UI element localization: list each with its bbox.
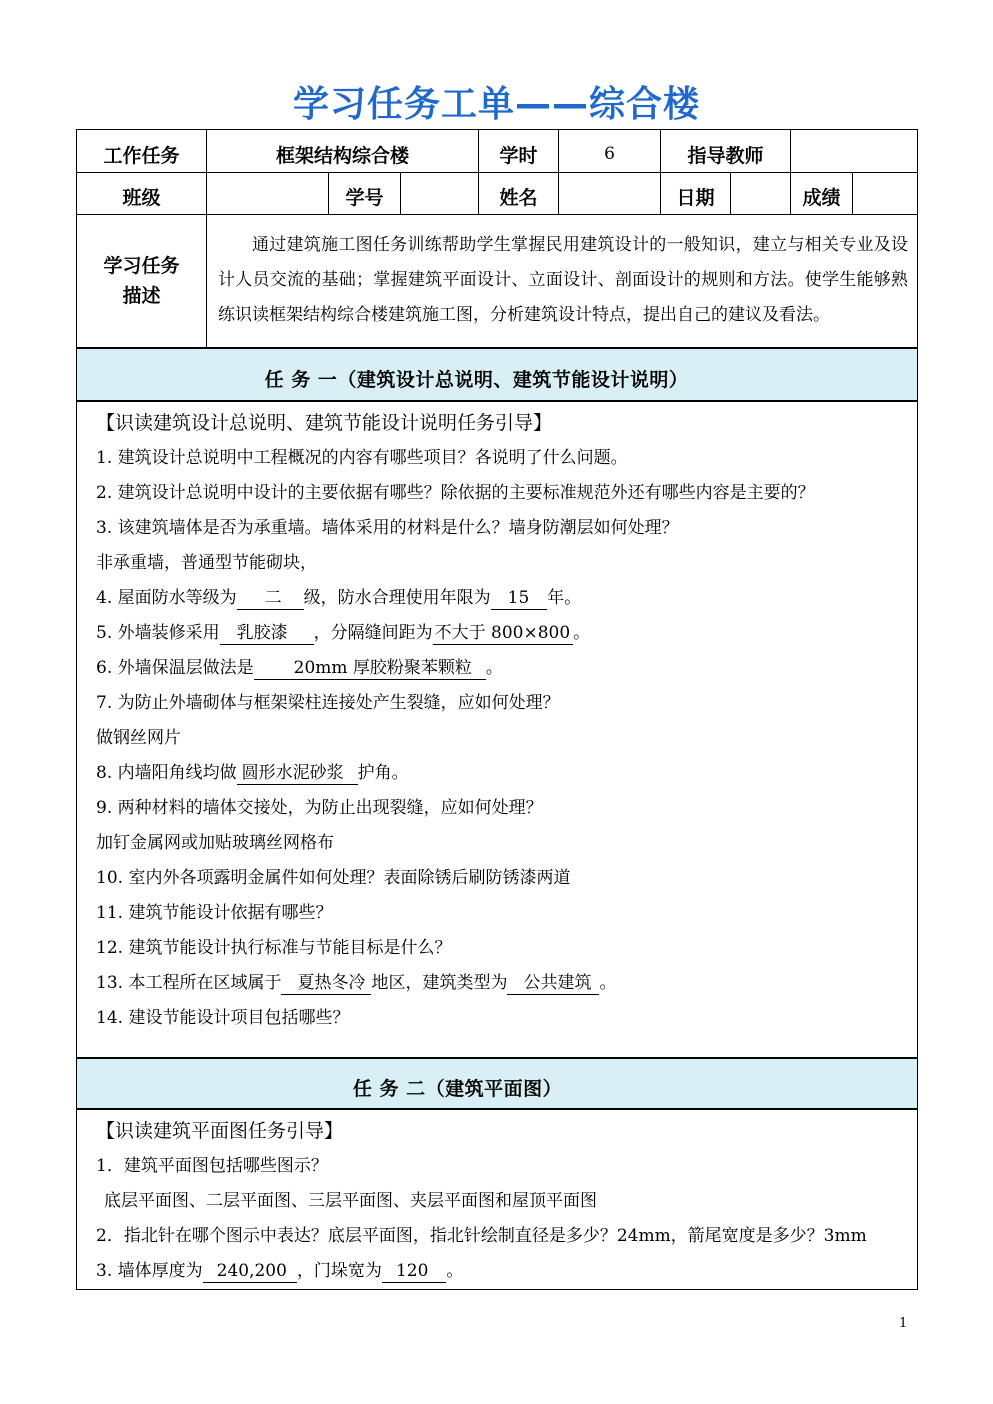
task1-q13 [96,966,907,1001]
task1-a3: 非承重墙，普通型节能砌块， [96,552,317,573]
task1-q4 [96,581,907,616]
grade-label: 成绩 [791,173,853,215]
grade-value-cell [853,173,918,215]
task2-q3-post: 。 [446,1260,464,1281]
class-label: 班级 [77,173,207,215]
student-id-value-cell [401,173,479,215]
task1-q5-blank-1: 乳胶漆 [220,623,314,645]
task2-content [77,1109,918,1290]
worksheet-table [76,129,918,1290]
task1-q5-pre: 5. 外墙装修采用 [96,622,220,643]
task2-q3-mid: ，门垛宽为 [296,1260,382,1281]
task1-q6-pre: 6. 外墙保温层做法是 [96,657,254,678]
hours-value: 6 [559,130,661,173]
student-id-label: 学号 [329,173,401,215]
task1-q3: 3. 该建筑墙体是否为承重墙。墙体采用的材料是什么？墙身防潮层如何处理？ [96,517,679,538]
task1-content-row [77,401,918,1058]
task1-q5 [96,616,907,651]
task1-q8-post: 护角。 [357,762,409,783]
task1-q6-post: 。 [485,657,503,678]
task1-a9: 加钉金属网或加贴玻璃丝网格布 [96,832,334,853]
class-value-cell [207,173,329,215]
task2-guide: 【识读建筑平面图任务引导】 [96,1119,344,1142]
description-label-line-1: 学习任务 [103,254,180,277]
task1-q1: 1. 建筑设计总说明中工程概况的内容有哪些项目？各说明了什么问题。 [96,447,628,468]
task1-q5-mid: ，分隔缝间距为 [313,622,433,643]
task1-q13-pre: 13. 本工程所在区域属于 [96,972,282,993]
task1-q6-blank-1: 20mm 厚胶粉聚苯颗粒 [254,658,486,680]
task1-q4-pre: 4. 屋面防水等级为 [96,587,237,608]
teacher-value-cell [791,130,918,173]
task1-q4-post: 年。 [547,587,582,608]
task1-q13-mid: 地区，建筑类型为 [371,972,508,993]
description-label-line-2: 描述 [122,284,161,307]
info-row-1 [77,130,918,173]
task1-q9: 9. 两种材料的墙体交接处，为防止出现裂缝，应如何处理？ [96,797,543,818]
name-label: 姓名 [479,173,559,215]
hours-label: 学时 [479,130,559,173]
task1-q8-blank-1: 圆形水泥砂浆 [237,763,358,785]
task2-q2: 2．指北针在哪个图示中表达？底层平面图，指北针绘制直径是多少？24mm，箭尾宽度是多少？3mm [96,1225,867,1246]
task1-q11: 11. 建筑节能设计依据有哪些？ [96,902,333,923]
task1-heading-row [77,348,918,401]
task1-q4-blank-1: 二 [237,588,304,610]
task1-heading: 任 务 一（建筑设计总说明、建筑节能设计说明） [77,348,918,401]
task1-a7: 做钢丝网片 [96,727,181,748]
task1-q2: 2. 建筑设计总说明中设计的主要依据有哪些？除依据的主要标准规范外还有哪些内容是主要的？ [96,482,815,503]
description-text: 通过建筑施工图任务训练帮助学生掌握民用建筑设计的一般知识，建立与相关专业及设计人员交流的基础；掌握建筑平面设计、立面设计、剖面设计的规则和方法。使学生能够熟练识读框架结构综合楼建筑施工图，分析建筑设计特点，提出自己的建议及看法。 [218,235,909,326]
document-title: 学习任务工单——综合楼 [292,84,700,125]
task1-q14: 14. 建设节能设计项目包括哪些？ [96,1007,350,1028]
teacher-label: 指导教师 [661,130,791,173]
task1-q13-blank-2: 公共建筑 [507,973,599,995]
task1-q7: 7. 为防止外墙砌体与框架梁柱连接处产生裂缝，应如何处理？ [96,692,560,713]
work-task-label: 工作任务 [77,130,207,173]
task2-q1: 1．建筑平面图包括哪些图示？ [96,1155,328,1176]
task2-a1: 底层平面图、二层平面图、三层平面图、夹层平面图和屋顶平面图 [104,1190,597,1211]
task2-heading: 任 务 二（建筑平面图） [77,1058,918,1109]
page-number: 1 [899,1316,908,1331]
task1-q5-blank-2: 不大于 800×800 [433,623,574,645]
description-row [77,215,918,348]
task2-q3 [96,1254,907,1289]
task1-q4-mid: 级，防水合理使用年限为 [303,587,491,608]
task1-q4-blank-2: 15 [491,588,548,610]
task1-q13-blank-1: 夏热冬冷 [281,973,371,995]
date-label: 日期 [661,173,731,215]
task1-q8-pre: 8. 内墙阳角线均做 [96,762,237,783]
info-row-2 [77,173,918,215]
task1-q5-post: 。 [573,622,591,643]
task1-q13-post: 。 [599,972,617,993]
task1-content [77,401,918,1058]
task1-q6 [96,651,907,686]
date-value-cell [731,173,791,215]
task2-q3-blank-2: 120 [382,1261,446,1283]
task1-guide: 【识读建筑设计总说明、建筑节能设计说明任务引导】 [96,411,553,434]
task2-q3-blank-1: 240,200 [203,1261,297,1283]
task2-heading-row [77,1058,918,1109]
task1-q12: 12. 建筑节能设计执行标准与节能目标是什么？ [96,937,452,958]
description-cell [207,215,918,348]
work-task-value: 框架结构综合楼 [207,130,479,173]
name-value-cell [559,173,661,215]
task2-q3-pre: 3. 墙体厚度为 [96,1260,203,1281]
description-label [77,215,207,348]
task1-q10: 10. 室内外各项露明金属件如何处理？表面除锈后刷防锈漆两道 [96,867,571,888]
task1-q8 [96,756,907,791]
task2-content-row [77,1109,918,1290]
